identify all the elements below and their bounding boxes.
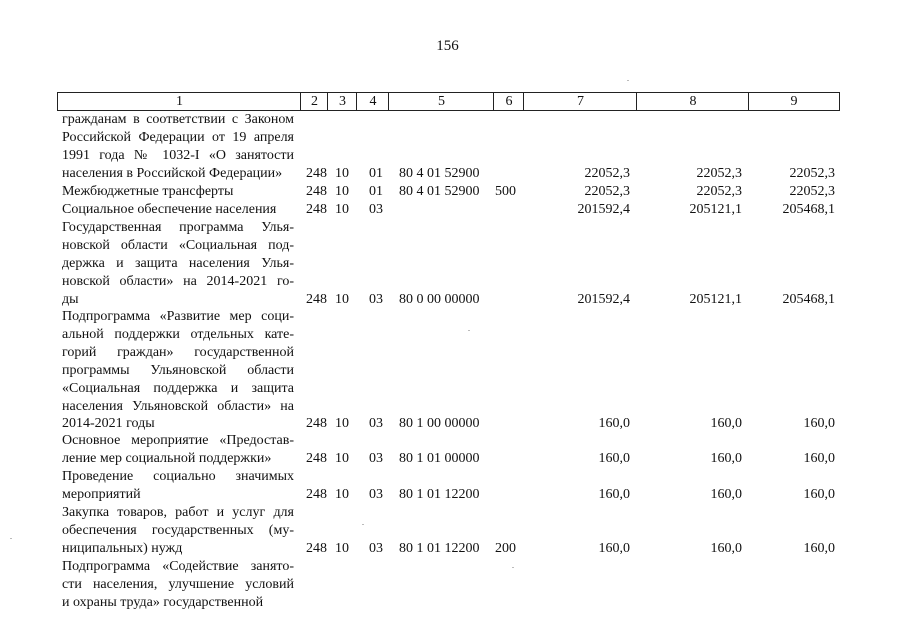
cell-rz: 10 (335, 165, 349, 181)
cell-2020: 160,0 (710, 416, 742, 432)
cell-rz: 10 (335, 540, 349, 556)
row-name-line: гражданам в соответствии с Законом (62, 112, 294, 127)
cell-2020: 205121,1 (689, 291, 742, 307)
header-col-4: 4 (356, 92, 389, 111)
cell-2021: 160,0 (803, 486, 835, 502)
cell-2019: 201592,4 (577, 291, 630, 307)
row-name-line: «Социальная поддержка и защита (62, 380, 294, 396)
row-name-line: Подпрограмма «Развитие мер соци- (62, 309, 294, 324)
page-number: 156 (436, 38, 459, 54)
cell-vr: 500 (495, 184, 516, 199)
row-name-line: Социальное обеспечение населения (62, 202, 277, 217)
cell-2020: 22052,3 (696, 165, 742, 181)
cell-2020: 22052,3 (696, 184, 742, 199)
row-name-line: ды (62, 291, 79, 307)
cell-ved: 248 (306, 291, 327, 307)
cell-csr: 80 4 01 52900 (399, 184, 480, 199)
header-col-1: 1 (57, 92, 301, 111)
row-name-line: держка и защита населения Улья- (62, 255, 294, 271)
row-name-line: ление мер социальной поддержки» (62, 450, 272, 466)
cell-ved: 248 (306, 540, 327, 556)
row-name-line: новской области» на 2014-2021 го- (62, 273, 294, 289)
row-values (0, 415, 905, 433)
cell-pr: 03 (369, 450, 383, 466)
cell-pr: 03 (369, 416, 383, 432)
cell-2020: 160,0 (710, 486, 742, 502)
cell-ved: 248 (306, 450, 327, 466)
cell-2021: 160,0 (803, 416, 835, 432)
cell-pr: 01 (369, 184, 383, 199)
cell-2019: 160,0 (598, 486, 630, 502)
cell-csr: 80 1 00 00000 (399, 416, 480, 432)
cell-pr: 03 (369, 202, 383, 217)
cell-csr: 80 1 01 12200 (399, 486, 480, 502)
cell-2021: 205468,1 (782, 202, 835, 217)
cell-2019: 160,0 (598, 450, 630, 466)
cell-ved: 248 (306, 202, 327, 217)
header-col-6: 6 (493, 92, 524, 111)
row-name-line: 1991 года № 1032-I «О занятости (62, 147, 294, 163)
cell-rz: 10 (335, 291, 349, 307)
header-col-2: 2 (300, 92, 328, 111)
row-values (0, 165, 905, 183)
cell-pr: 03 (369, 486, 383, 502)
cell-2021: 160,0 (803, 450, 835, 466)
cell-2021: 22052,3 (789, 165, 835, 181)
cell-2020: 205121,1 (689, 202, 742, 217)
cell-2019: 201592,4 (577, 202, 630, 217)
cell-2020: 160,0 (710, 540, 742, 556)
cell-2021: 22052,3 (789, 184, 835, 199)
cell-csr: 80 0 00 00000 (399, 291, 480, 307)
scan-speck (627, 80, 629, 81)
cell-pr: 01 (369, 165, 383, 181)
row-values (0, 558, 905, 576)
row-name-line: сти населения, улучшение условий (62, 576, 294, 592)
row-name-line: Проведение социально значимых (62, 469, 294, 484)
cell-2019: 160,0 (598, 540, 630, 556)
row-name-line: Закупка товаров, работ и услуг для (62, 505, 294, 520)
row-name-line: ниципальных) нужд (62, 540, 183, 556)
row-name-line: мероприятий (62, 486, 141, 502)
row-name-line: населения в Российской Федерации» (62, 165, 283, 181)
row-name-line: Российской Федерации от 19 апреля (62, 129, 294, 145)
scan-speck (468, 330, 470, 331)
row-values (0, 291, 905, 309)
scan-speck (512, 567, 514, 568)
row-name-line: Межбюджетные трансферты (62, 184, 234, 199)
cell-ved: 248 (306, 486, 327, 502)
cell-2019: 22052,3 (584, 165, 630, 181)
cell-vr: 200 (495, 540, 516, 556)
cell-ved: 248 (306, 416, 327, 432)
cell-ved: 248 (306, 165, 327, 181)
cell-pr: 03 (369, 540, 383, 556)
cell-rz: 10 (335, 416, 349, 432)
row-name-line: обеспечения государственных (му- (62, 522, 294, 538)
header-col-9: 9 (748, 92, 840, 111)
row-name-line: Основное мероприятие «Предостав- (62, 433, 294, 448)
row-values (0, 486, 905, 504)
row-values (0, 540, 905, 558)
row-name-line: и охраны труда» государственной (62, 594, 264, 610)
header-col-3: 3 (327, 92, 357, 111)
header-col-7: 7 (523, 92, 637, 111)
cell-csr: 80 4 01 52900 (399, 165, 480, 181)
row-name-line: программы Ульяновской области (62, 362, 294, 378)
scan-speck (362, 524, 364, 525)
cell-csr: 80 1 01 12200 (399, 540, 480, 556)
row-values (0, 201, 905, 219)
cell-2019: 160,0 (598, 416, 630, 432)
row-name-line: Подпрограмма «Содействие занято- (62, 559, 294, 574)
cell-ved: 248 (306, 184, 327, 199)
row-name-line: Государственная программа Улья- (62, 220, 294, 235)
row-name-line: альной поддержки отдельных кате- (62, 326, 294, 342)
row-name-line: 2014-2021 годы (62, 416, 155, 432)
cell-rz: 10 (335, 450, 349, 466)
cell-rz: 10 (335, 184, 349, 199)
cell-rz: 10 (335, 486, 349, 502)
header-col-5: 5 (388, 92, 494, 111)
row-name-line: населения Ульяновской области» на (62, 398, 294, 414)
cell-2019: 22052,3 (584, 184, 630, 199)
cell-2021: 160,0 (803, 540, 835, 556)
cell-2021: 205468,1 (782, 291, 835, 307)
cell-2020: 160,0 (710, 450, 742, 466)
scan-speck (10, 538, 12, 539)
row-name-line: горий граждан» государственной (62, 344, 294, 360)
cell-rz: 10 (335, 202, 349, 217)
cell-pr: 03 (369, 291, 383, 307)
header-col-8: 8 (636, 92, 749, 111)
row-values (0, 183, 905, 201)
cell-csr: 80 1 01 00000 (399, 450, 480, 466)
row-values (0, 450, 905, 468)
row-name-line: новской области «Социальная под- (62, 237, 294, 253)
